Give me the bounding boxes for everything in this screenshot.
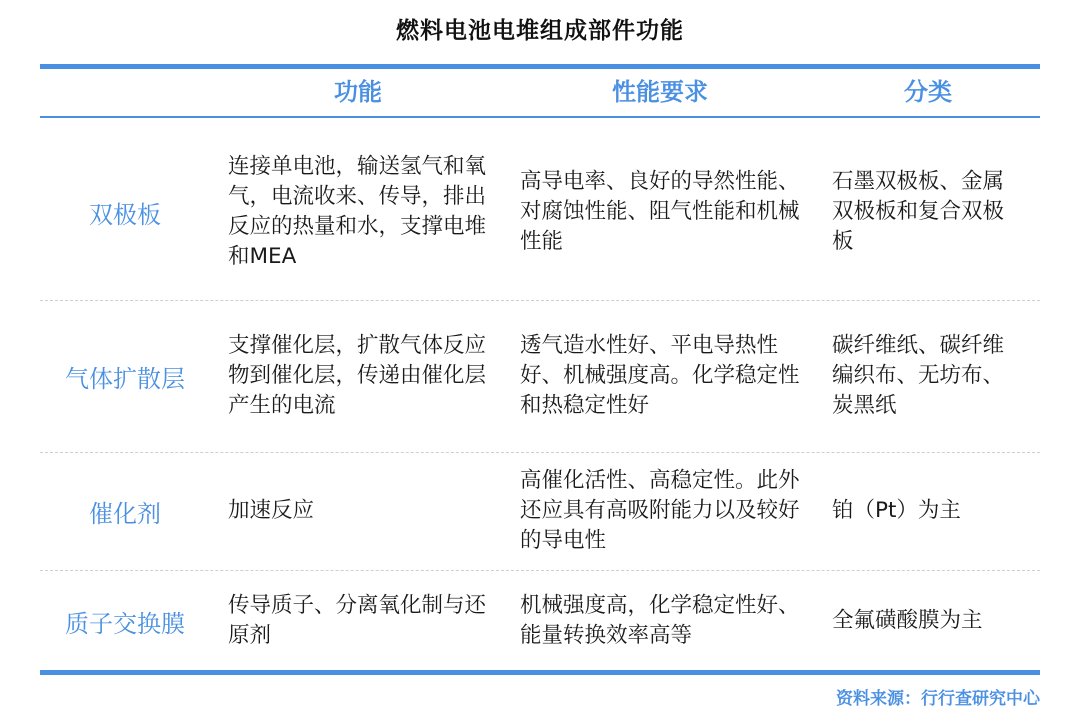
cell-category: 全氟磺酸膜为主 bbox=[832, 608, 983, 633]
row-label-gas-diffusion-layer: 气体扩散层 bbox=[65, 364, 185, 393]
header-category: 分类 bbox=[904, 78, 952, 106]
cell-requirements: 高导电率、良好的导然性能、对腐蚀性能、阻气性能和机械性能 bbox=[520, 169, 800, 254]
bottom-rule bbox=[40, 670, 1040, 675]
cell-function: 加速反应 bbox=[228, 498, 315, 523]
header-function: 功能 bbox=[334, 78, 382, 106]
cell-category: 铂（Pt）为主 bbox=[832, 498, 961, 523]
table-title: 燃料电池电堆组成部件功能 bbox=[396, 18, 684, 44]
row-divider bbox=[40, 300, 1040, 301]
cell-function: 传导质子、分离氧化制与还原剂 bbox=[228, 593, 487, 648]
row-label-proton-exchange-membrane: 质子交换膜 bbox=[65, 609, 185, 638]
table-row bbox=[40, 576, 1040, 666]
table-row bbox=[40, 130, 1040, 294]
cell-requirements: 机械强度高，化学稳定性好、能量转换效率高等 bbox=[520, 593, 800, 648]
row-divider bbox=[40, 452, 1040, 453]
cell-function: 连接单电池，输送氢气和氧气，电流收来、传导，排出反应的热量和水，支撑电堆和MEA bbox=[228, 154, 487, 269]
table-row bbox=[40, 458, 1040, 564]
cell-category: 石墨双极板、金属双极板和复合双极板 bbox=[832, 169, 1005, 254]
row-label-bipolar-plate: 双极板 bbox=[89, 200, 161, 229]
row-label-catalyst: 催化剂 bbox=[89, 499, 161, 528]
row-divider bbox=[40, 570, 1040, 571]
top-rule bbox=[40, 64, 1040, 69]
cell-requirements: 透气造水性好、平电导热性好、机械强度高。化学稳定性和热稳定性好 bbox=[520, 333, 800, 418]
cell-category: 碳纤维纸、碳纤维编织布、无坊布、炭黑纸 bbox=[832, 333, 1005, 418]
cell-requirements: 高催化活性、高稳定性。此外还应具有高吸附能力以及较好的导电性 bbox=[520, 468, 800, 553]
header-requirements: 性能要求 bbox=[612, 78, 708, 106]
source-note: 资料来源：行行查研究中心 bbox=[836, 689, 1040, 709]
header-rule bbox=[40, 116, 1040, 118]
cell-function: 支撑催化层，扩散气体反应物到催化层，传递由催化层产生的电流 bbox=[228, 333, 487, 418]
table-row bbox=[40, 306, 1040, 446]
